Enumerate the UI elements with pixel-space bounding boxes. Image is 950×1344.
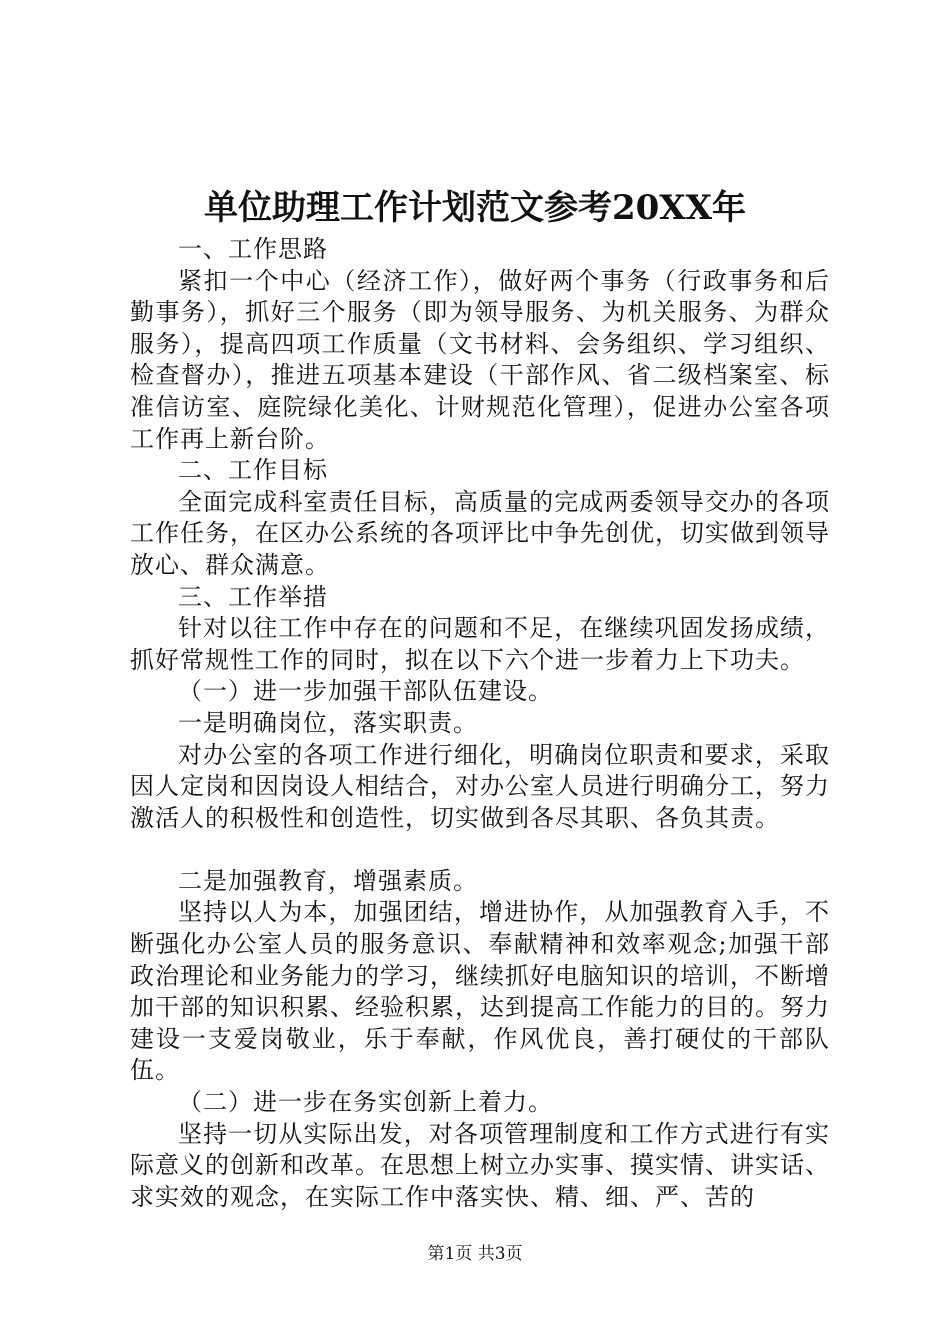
paragraph: 针对以往工作中存在的问题和不足，在继续巩固发扬成绩，抓好常规性工作的同时，拟在以下六个进一步着力上下功夫。 <box>130 614 830 674</box>
section-heading: 一、工作思路 <box>178 235 328 263</box>
section-heading: 二、工作目标 <box>178 456 328 485</box>
item-heading: 二是加强教育，增强素质。 <box>178 866 478 895</box>
paragraph: 坚持一切从实际出发，对各项管理制度和工作方式进行有实际意义的创新和改革。在思想上树立办实事、摸实情、讲实话、求实效的观念，在实际工作中落实快、精、细、严、苦的 <box>130 1119 830 1211</box>
item-heading: 一是明确岗位，落实职责。 <box>178 708 478 737</box>
subsection-heading: （一）进一步加强干部队伍建设。 <box>178 677 553 706</box>
document-title: 单位助理工作计划范文参考20XX年 <box>203 188 747 228</box>
paragraph: 坚持以人为本，加强团结，增进协作，从加强教育入手，不断强化办公室人员的服务意识、奉献精神和效率观念;加强干部政治理论和业务能力的学习，继续抓好电脑知识的培训，不断增加干部的知识积累、经验积累，达到提高工作能力的目的。努力建设一支爱岗敬业，乐于奉献，作风优良，善打硬仗的干部队伍。 <box>130 898 830 1085</box>
document-body <box>130 234 830 1213</box>
paragraph: 全面完成科室责任目标，高质量的完成两委领导交办的各项工作任务，在区办公系统的各项评比中争先创优，切实做到领导放心、群众满意。 <box>130 487 830 579</box>
subsection-heading: （二）进一步在务实创新上着力。 <box>178 1088 553 1117</box>
section-heading: 三、工作举措 <box>178 582 328 611</box>
page-footer: 第1页 共3页 <box>427 1244 523 1264</box>
paragraph: 对办公室的各项工作进行细化，明确岗位职责和要求，采取因人定岗和因岗设人相结合，对办公室人员进行明确分工，努力激活人的积极性和创造性，切实做到各尽其职、各负其责。 <box>130 740 830 832</box>
paragraph: 紧扣一个中心（经济工作），做好两个事务（行政事务和后勤事务），抓好三个服务（即为领导服务、为机关服务、为群众服务），提高四项工作质量（文书材料、会务组织、学习组织、检查督办），推进五项基本建设（干部作风、省二级档案室、标准信访室、庭院绿化美化、计财规范化管理），促进办公室各项工作再上新台阶。 <box>130 266 830 453</box>
